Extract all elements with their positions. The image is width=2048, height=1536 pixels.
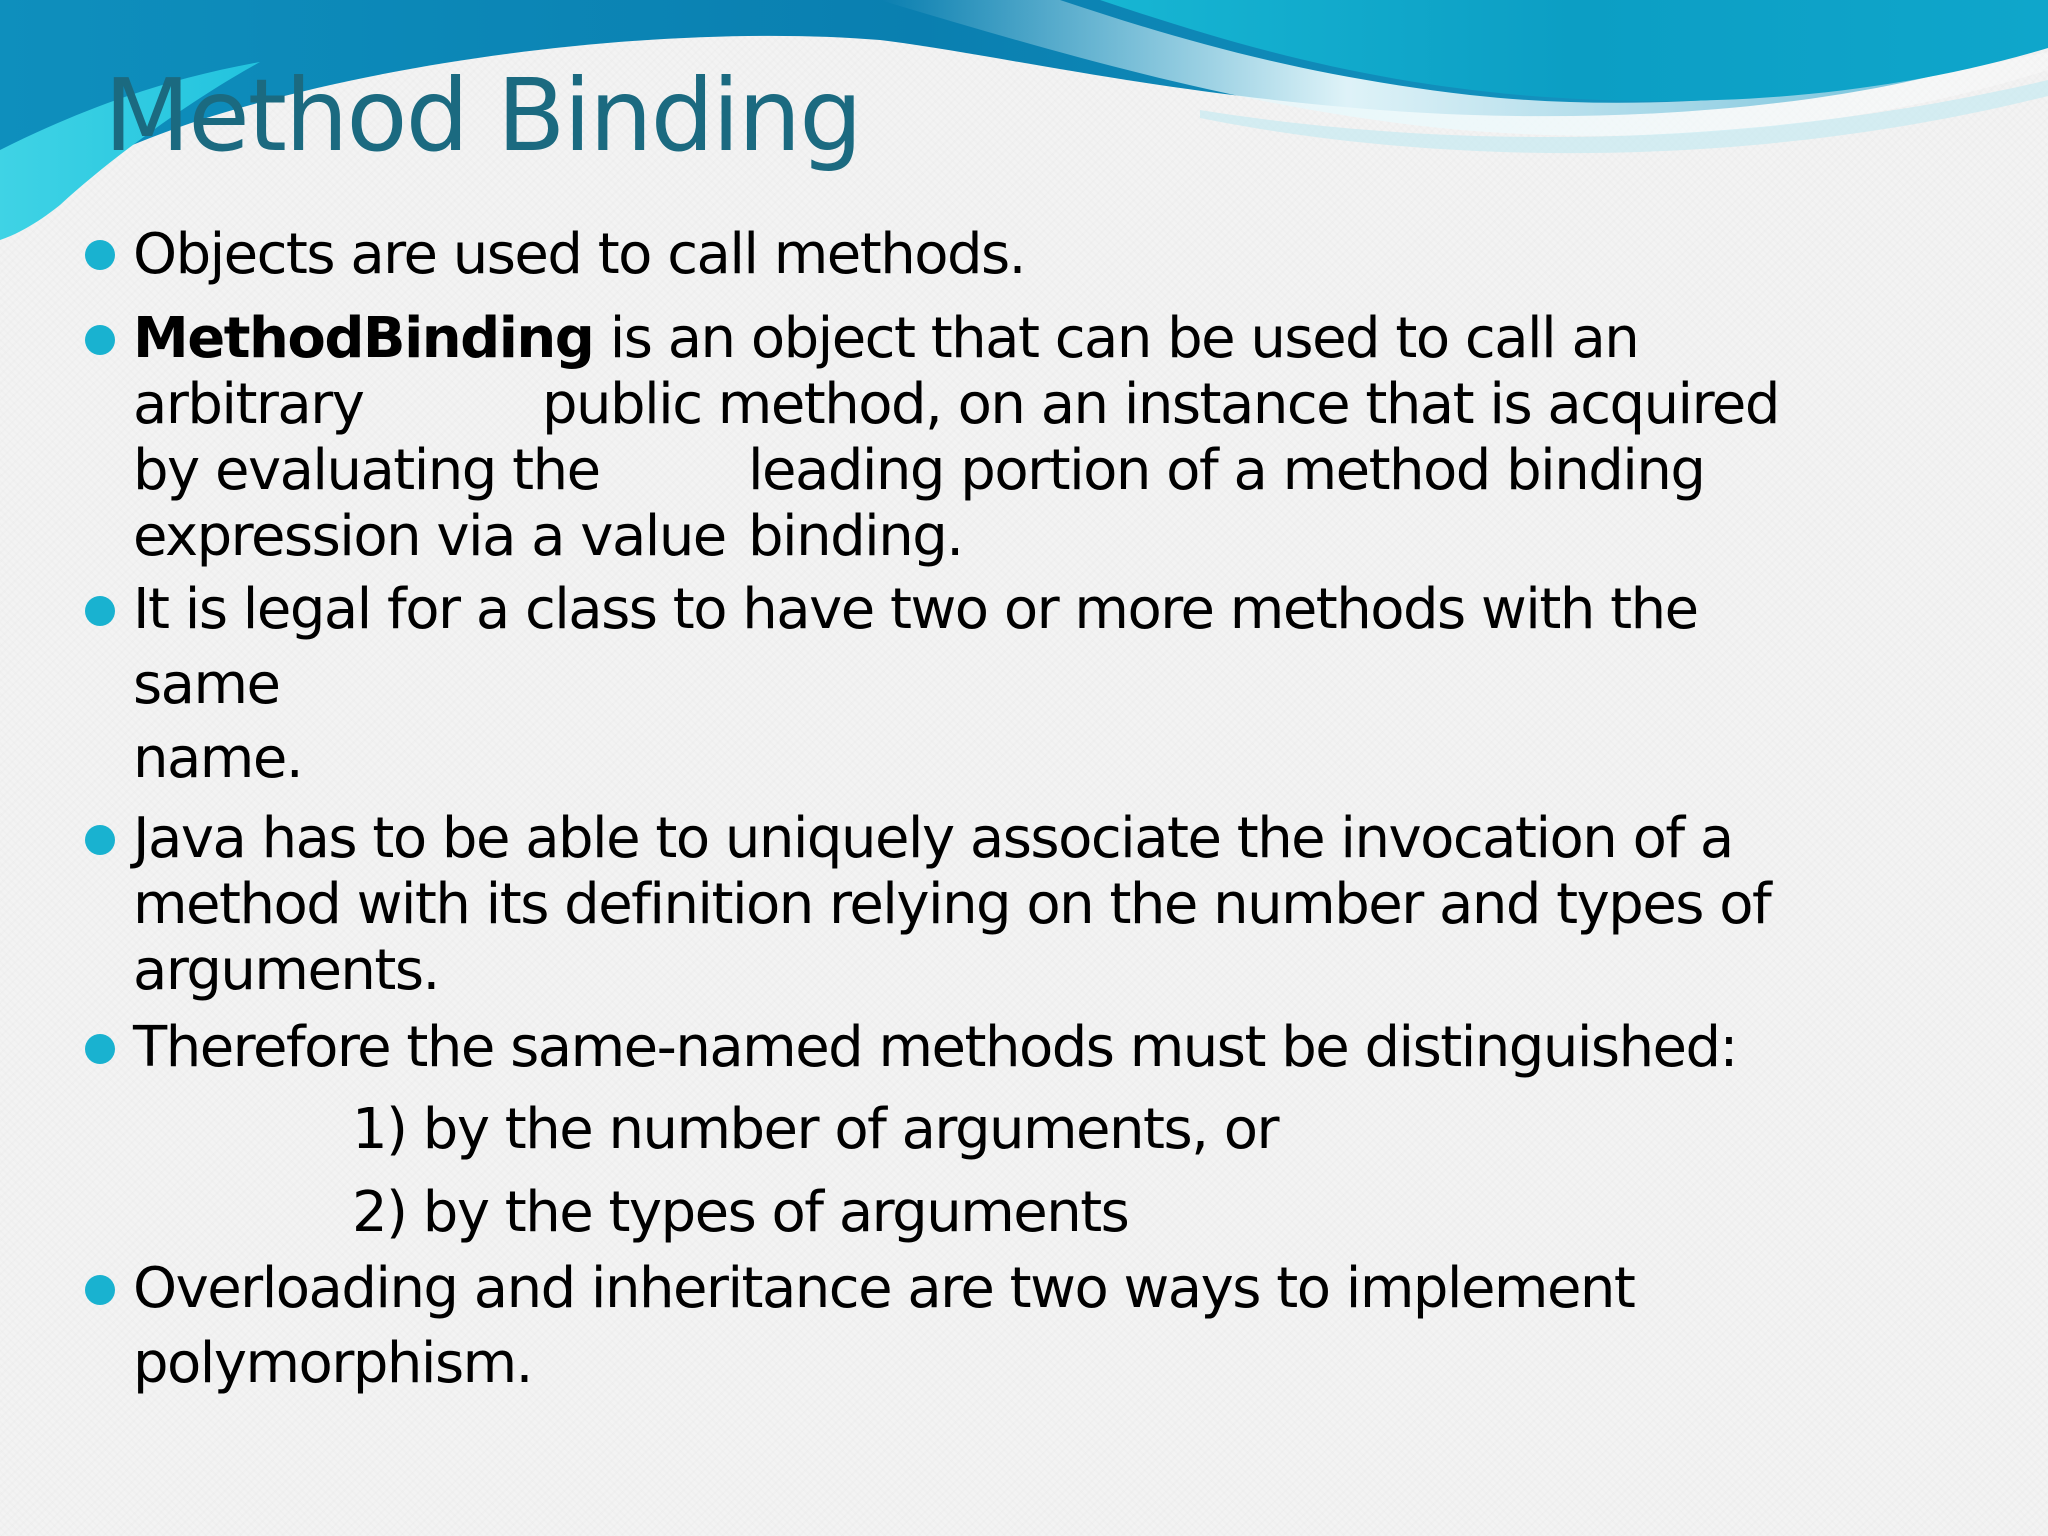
bullet-5-subitem-1: 1) by the number of arguments, or	[352, 1097, 1279, 1162]
bullet-3-line-3: name.	[133, 726, 303, 791]
bullet-6-line-2: polymorphism.	[133, 1331, 532, 1396]
bullet-4-line-2: method with its definition relying on the number and types of	[133, 872, 1771, 937]
bullet-2-line-4-left: expression via a value	[133, 504, 726, 569]
bullet-2-line-4-right: binding.	[748, 504, 963, 569]
bullet-dot	[85, 325, 115, 355]
bullet-3-line-2: same	[133, 652, 280, 717]
bullet-2-line-2-right: public method, on an instance that is acquired	[542, 372, 1779, 437]
bullet-2-line-3-right: leading portion of a method binding	[748, 438, 1705, 503]
method-binding-term: MethodBinding	[133, 306, 594, 371]
bullet-4-line-1: Java has to be able to uniquely associate the invocation of a	[133, 806, 1733, 871]
bullet-dot	[85, 596, 115, 626]
bullet-dot	[85, 240, 115, 270]
bullet-3-line-1: It is legal for a class to have two or more methods with the	[133, 577, 1698, 642]
bullet-dot	[85, 825, 115, 855]
bullet-6-line-1: Overloading and inheritance are two ways to implement	[133, 1256, 1635, 1321]
bullet-2-line-3-left: by evaluating the	[133, 438, 600, 503]
bullet-2-line-1-rest: is an object that can be used to call an	[593, 306, 1639, 371]
bullet-2-line-2-left: arbitrary	[133, 372, 364, 437]
bullet-dot	[85, 1034, 115, 1064]
bullet-dot	[85, 1275, 115, 1305]
bullet-4-line-3: arguments.	[133, 938, 439, 1003]
bullet-2-line-1	[133, 306, 1638, 372]
bullet-5-line-1: Therefore the same-named methods must be distinguished:	[133, 1015, 1737, 1080]
slide-title: Method Binding	[104, 57, 861, 174]
bullet-5-subitem-2: 2) by the types of arguments	[352, 1180, 1129, 1245]
bullet-1-line-1: Objects are used to call methods.	[133, 222, 1025, 287]
